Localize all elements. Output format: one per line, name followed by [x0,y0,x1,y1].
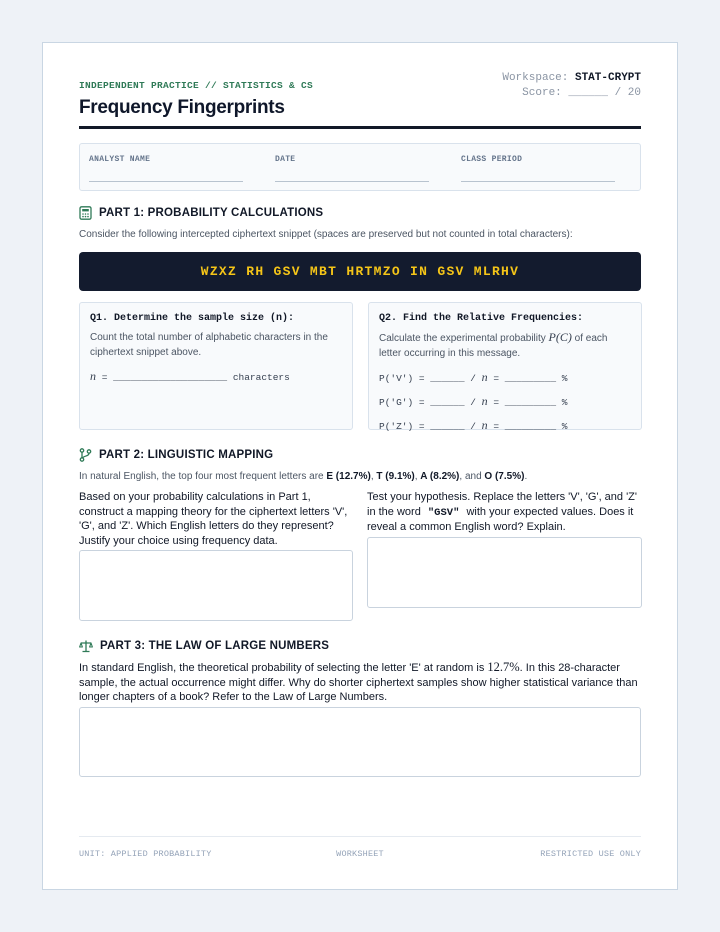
part1-heading: PART 1: PROBABILITY CALCULATIONS [79,206,323,220]
footer-rule [79,836,641,837]
q2-answer-line-g[interactable]: P('G') = ______ / n = _________ % [379,394,568,408]
part2-heading: PART 2: LINGUISTIC MAPPING [79,448,273,462]
q2-answer-line-v[interactable]: P('V') = ______ / n = _________ % [379,370,568,384]
part2-left-prompt: Based on your probability calculations in Part 1, construct a mapping theory for the ciphertext letters 'V', 'G', and 'Z'. Which English letters do they represent? Justify your choice using frequency data. [79,491,348,547]
worksheet-page [42,42,678,890]
score-line: Score: ______ / 20 [522,87,641,99]
q2-answer-line-z[interactable]: P('Z') = ______ / n = _________ % [379,418,568,432]
q1-box [79,302,353,430]
calculator-icon [79,206,92,220]
footer-left: UNIT: APPLIED PROBABILITY [79,849,212,859]
q1-text: Count the total number of alphabetic characters in the ciphertext snippet above. [90,332,328,358]
class-period-field[interactable]: CLASS PERIOD [461,155,615,182]
q2-text: Calculate the experimental probability P(C) of each letter occurring in this message. [379,330,608,359]
branch-icon [79,448,92,462]
header-rule [79,126,641,129]
footer-center: WORKSHEET [336,849,384,859]
part3-prompt: In standard English, the theoretical probability of selecting the letter 'E' at random is 12.7%. In this 28-character sample, the actual occurrence might differ. Why do shorter ciphertext samples show higher statistical variance than longer chapters of a book? Refer to the Law of Large Numbers. [79,660,638,703]
page-subtitle: INDEPENDENT PRACTICE // STATISTICS & CS [79,80,314,91]
analyst-name-field[interactable]: ANALYST NAME [89,155,243,182]
scale-icon [79,639,93,653]
workspace-value: STAT-CRYPT [574,72,641,84]
page-title: Frequency Fingerprints [79,97,285,118]
part2-left-answer-box[interactable] [79,550,353,621]
part2-right-answer-box[interactable] [367,537,642,608]
student-info-box [79,143,641,191]
ciphertext-box: WZXZ RH GSV MBT HRTMZO IN GSV MLRHV [79,252,641,291]
q2-box [368,302,642,430]
footer-right: RESTRICTED USE ONLY [540,849,641,859]
part3-answer-box[interactable] [79,707,641,777]
part3-heading: PART 3: THE LAW OF LARGE NUMBERS [79,639,329,653]
gsv-word: "GSV" [427,506,460,519]
workspace-line: Workspace: STAT-CRYPT [502,72,641,84]
q1-title: Q1. Determine the sample size (n): [90,313,295,324]
q2-title: Q2. Find the Relative Frequencies: [379,313,584,324]
header-meta [502,71,641,101]
date-field[interactable]: DATE [275,155,429,182]
part1-intro: Consider the following intercepted ciphertext snippet (spaces are preserved but not counted in total characters): [79,229,573,240]
q1-answer-line[interactable]: n = ____________________ characters [90,369,290,383]
part2-right-prompt: Test your hypothesis. Replace the letters 'V', 'G', and 'Z' in the word "GSV" with your expected values. Does it reveal a common English word? Explain. [367,491,638,533]
part2-intro: In natural English, the top four most frequent letters are E (12.7%), T (9.1%), A (8.2%), and O (7.5%). [79,471,528,482]
